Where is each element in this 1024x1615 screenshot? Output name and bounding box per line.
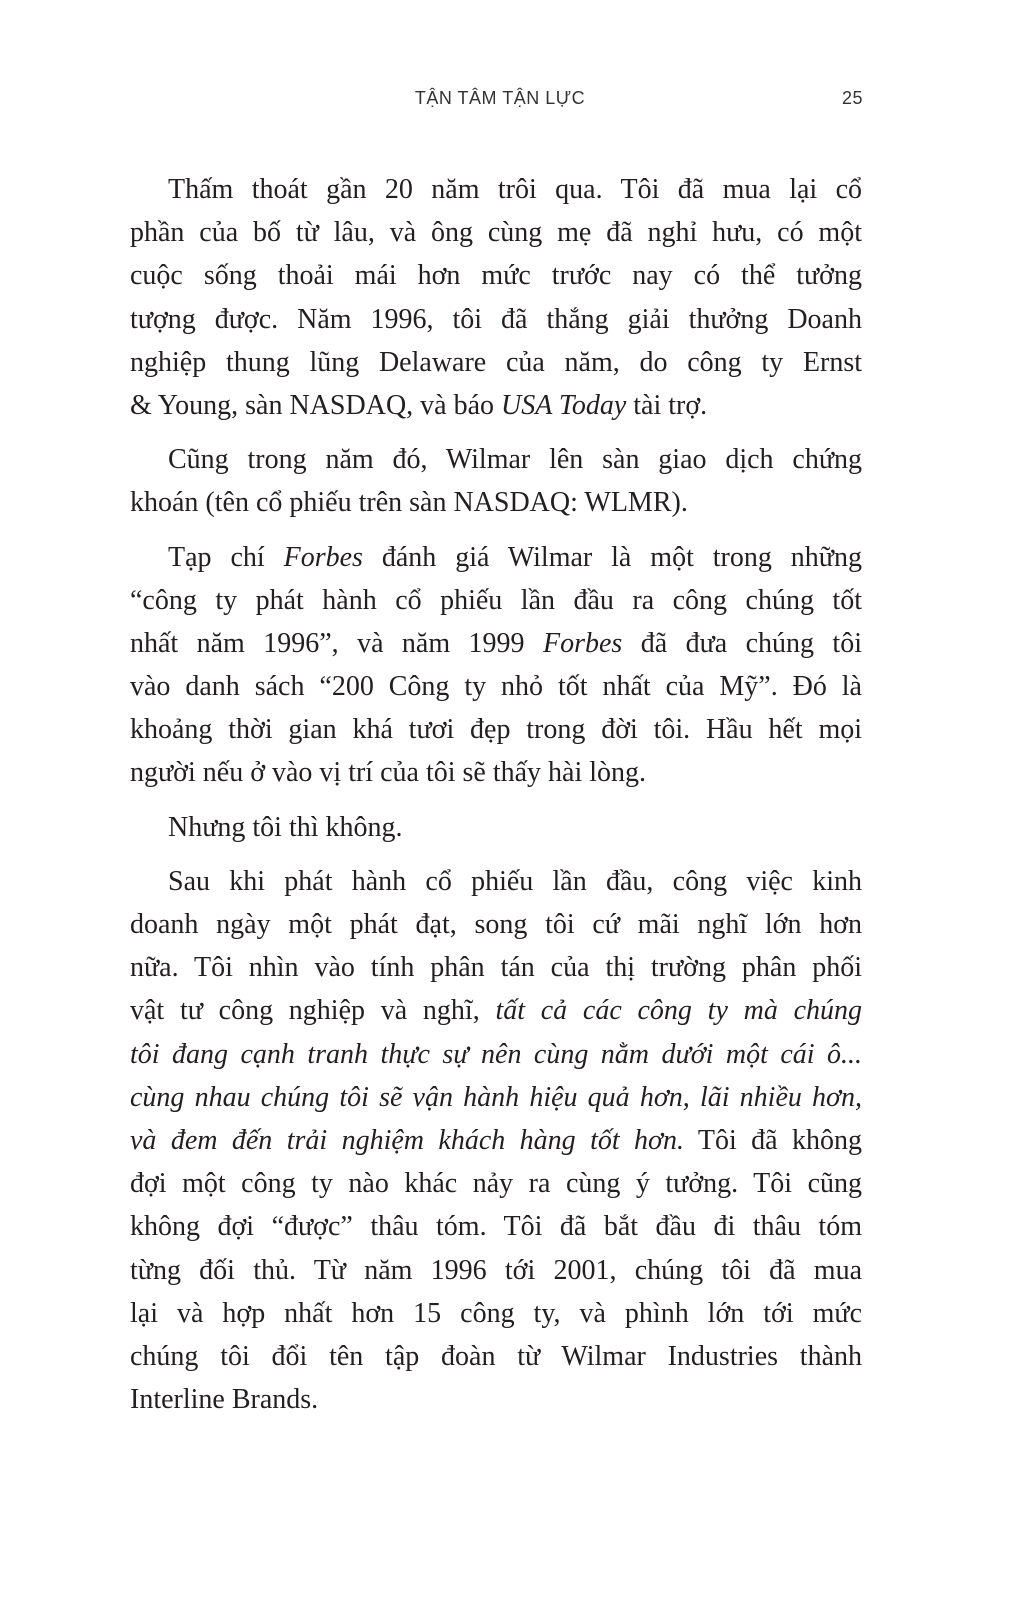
- text-line: [130, 579, 862, 622]
- text-line: [130, 1249, 862, 1292]
- text-segment: Sau khi phát hành cổ phiếu lần đầu, công việc kinh: [168, 865, 862, 897]
- text-line: [130, 989, 862, 1032]
- text-segment: đánh giá Wilmar là một trong những: [362, 541, 862, 573]
- text-segment: Thấm thoát gần 20 năm trôi qua. Tôi đã mua lại cổ: [168, 174, 862, 205]
- text-segment: từng đối thủ. Từ năm 1996 tới 2001, chúng tôi đã mua: [130, 1254, 862, 1286]
- text-segment: Cũng trong năm đó, Wilmar lên sàn giao dịch chứng: [168, 444, 862, 476]
- italic-text: tôi đang cạnh tranh thực sự nên cùng nằm dưới một cái ô...: [130, 1038, 862, 1070]
- text-segment: cuộc sống thoải mái hơn mức trước nay có thể tưởng: [130, 260, 862, 292]
- text-line: [130, 751, 862, 794]
- text-segment: vật tư công nghiệp và nghĩ,: [130, 995, 496, 1027]
- italic-text: USA Today: [501, 389, 627, 421]
- text-line: [130, 168, 862, 211]
- text-segment: khoảng thời gian khá tươi đẹp trong đời tôi. Hầu hết mọi: [130, 714, 862, 746]
- paragraph: [130, 438, 862, 524]
- italic-text: cùng nhau chúng tôi sẽ vận hành hiệu quả hơn, lãi nhiều hơn,: [130, 1081, 862, 1113]
- text-line: [130, 1335, 862, 1378]
- text-line: [130, 903, 862, 946]
- text-line: [130, 254, 862, 297]
- text-line: [130, 1205, 862, 1248]
- text-segment: Tạp chí: [168, 541, 284, 573]
- text-segment: Interline Brands.: [130, 1384, 319, 1416]
- text-line: [130, 1378, 862, 1421]
- page-number: 25: [842, 88, 864, 108]
- text-line: [130, 536, 862, 579]
- text-segment: “công ty phát hành cổ phiếu lần đầu ra công chúng tốt: [130, 584, 862, 616]
- text-line: [130, 806, 862, 849]
- text-segment: tượng được. Năm 1996, tôi đã thắng giải thưởng Doanh: [130, 303, 862, 335]
- text-line: [130, 946, 862, 989]
- text-segment: nhất năm 1996”, và năm 1999: [130, 627, 543, 659]
- running-title: TẬN TÂM TẬN LỰC: [414, 88, 586, 108]
- text-segment: chúng tôi đổi tên tập đoàn từ Wilmar Industries thành: [130, 1340, 862, 1372]
- text-line: [130, 1162, 862, 1205]
- text-segment: Nhưng tôi thì không.: [168, 811, 403, 843]
- text-segment: & Young, sàn NASDAQ, và báo: [130, 389, 502, 421]
- text-line: [130, 1292, 862, 1335]
- text-line: [130, 665, 862, 708]
- text-line: [130, 438, 862, 481]
- paragraph: [130, 860, 862, 1421]
- text-segment: người nếu ở vào vị trí của tôi sẽ thấy hài lòng.: [130, 757, 647, 789]
- text-segment: phần của bố từ lâu, và ông cùng mẹ đã nghỉ hưu, có một: [130, 217, 862, 249]
- italic-text: Forbes: [283, 541, 363, 573]
- text-line: [130, 622, 862, 665]
- page-header: [0, 88, 1024, 114]
- text-segment: khoán (tên cổ phiếu trên sàn NASDAQ: WLMR).: [130, 487, 688, 519]
- text-segment: vào danh sách “200 Công ty nhỏ tốt nhất của Mỹ”. Đó là: [130, 671, 862, 703]
- text-line: [130, 708, 862, 751]
- text-segment: lại và hợp nhất hơn 15 công ty, và phình lớn tới mức: [130, 1297, 862, 1329]
- text-segment: đã đưa chúng tôi: [622, 627, 862, 659]
- text-line: [130, 860, 862, 903]
- text-line: [130, 1076, 862, 1119]
- text-segment: tài trợ.: [626, 389, 708, 421]
- text-segment: doanh ngày một phát đạt, song tôi cứ mãi nghĩ lớn hơn: [130, 909, 862, 940]
- text-line: [130, 1033, 862, 1076]
- text-segment: không đợi “được” thâu tóm. Tôi đã bắt đầu đi thâu tóm: [130, 1211, 862, 1243]
- text-segment: Tôi đã không: [683, 1124, 862, 1156]
- italic-text: và đem đến trải nghiệm khách hàng tốt hơn.: [130, 1124, 684, 1156]
- text-line: [130, 211, 862, 254]
- paragraph: [130, 806, 862, 849]
- text-segment: nghiệp thung lũng Delaware của năm, do công ty Ernst: [130, 346, 862, 378]
- text-line: [130, 481, 862, 524]
- italic-text: tất cả các công ty mà chúng: [495, 995, 862, 1027]
- text-line: [130, 341, 862, 384]
- text-segment: nữa. Tôi nhìn vào tính phân tán của thị trường phân phối: [130, 952, 862, 984]
- paragraph: [130, 536, 862, 795]
- italic-text: Forbes: [542, 627, 623, 659]
- text-line: [130, 1119, 862, 1162]
- body-text: [130, 168, 862, 1432]
- paragraph: [130, 168, 862, 427]
- text-segment: đợi một công ty nào khác nảy ra cùng ý tưởng. Tôi cũng: [130, 1168, 862, 1200]
- text-line: [130, 298, 862, 341]
- text-line: [130, 384, 862, 427]
